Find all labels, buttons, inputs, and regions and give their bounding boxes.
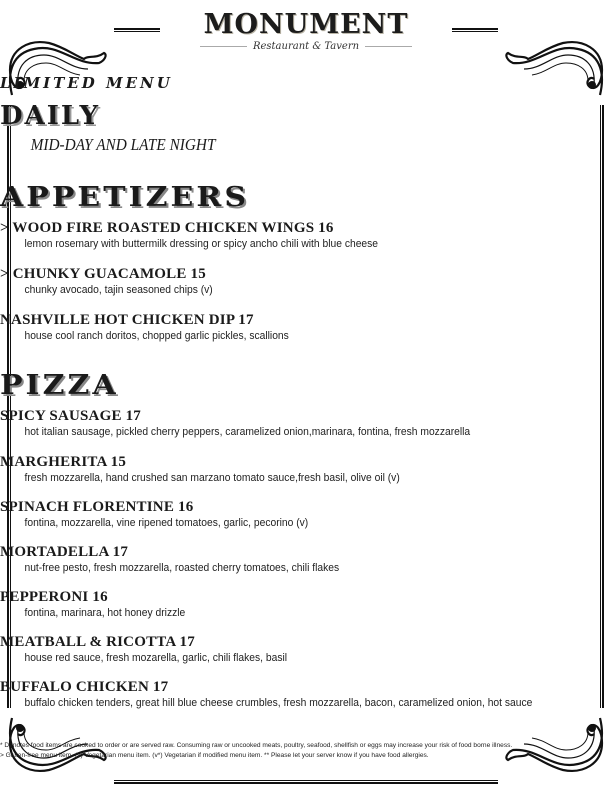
brand-logo [200,10,412,52]
item-name: MARGHERITA 15 [0,454,127,470]
divider [200,46,247,47]
item-description: fresh mozzarella, hand crushed san marzano tomato sauce,fresh basil, olive oil (v) [24,472,400,484]
corner-flourish-icon [4,25,114,105]
item-description: fontina, marinara, hot honey drizzle [24,607,186,619]
item-name: > CHUNKY GUACAMOLE 15 [0,266,206,282]
service-subheading: MID-DAY AND LATE NIGHT [30,135,216,154]
item-description: house cool ranch doritos, chopped garlic pickles, scallions [24,330,289,342]
item-description: lemon rosemary with buttermilk dressing or spicy ancho chili with blue cheese [24,238,379,250]
item-name: PEPPERONI 16 [0,589,108,605]
item-description: fontina, mozzarella, vine ripened tomatoes, garlic, pecorino (v) [24,517,309,529]
menu-item [0,544,612,575]
footer-line-legend: > Gluten-free menu item. (v) Vegetarian menu item. (v*) Vegetarian if modified menu item. ** Please let your server know if you have food allergies. [0,752,429,759]
corner-flourish-icon [498,25,608,105]
brand-name: MONUMENT [203,9,409,40]
item-name: > WOOD FIRE ROASTED CHICKEN WINGS 16 [0,220,334,236]
item-description: chunky avocado, tajin seasoned chips (v) [24,284,213,296]
schedule-heading: DAILY [0,101,101,131]
item-description: hot italian sausage, pickled cherry peppers, caramelized onion,marinara, fontina, fresh mozzarella [24,426,471,438]
menu-item [0,634,612,665]
item-name: SPINACH FLORENTINE 16 [0,499,194,515]
item-name: NASHVILLE HOT CHICKEN DIP 17 [0,312,254,328]
item-description: house red sauce, fresh mozarella, garlic, chili flakes, basil [24,652,288,664]
menu-item [0,454,612,485]
divider [365,46,412,47]
menu-item [0,266,612,297]
brand-tagline-row [200,41,412,52]
menu-item [0,589,612,620]
item-description: nut-free pesto, fresh mozzarella, roasted cherry tomatoes, chili flakes [24,562,340,574]
menu-item [0,408,612,439]
item-description: buffalo chicken tenders, great hill blue cheese crumbles, fresh mozzarella, bacon, caramelized onion, hot sauce [24,697,533,709]
section-title-appetizers: APPETIZERS [0,181,249,214]
footer-disclaimer [0,741,612,761]
section-title-pizza: PIZZA [0,369,119,402]
menu-type-heading: LIMITED MENU [0,74,173,92]
brand-tagline: Restaurant & Tavern [252,41,360,52]
menu-item [0,220,612,251]
item-name: MEATBALL & RICOTTA 17 [0,634,195,650]
footer-line-raw-warning: * Denotes food items are cooked to order or are served raw. Consuming raw or uncooked meats, poultry, seafood, shellfish or eggs may increase your risk of food borne illness. [0,742,513,749]
item-name: MORTADELLA 17 [0,544,129,560]
menu-item [0,679,612,710]
menu-item [0,312,612,343]
menu-item [0,499,612,530]
item-name: SPICY SAUSAGE 17 [0,408,142,424]
item-name: BUFFALO CHICKEN 17 [0,679,169,695]
